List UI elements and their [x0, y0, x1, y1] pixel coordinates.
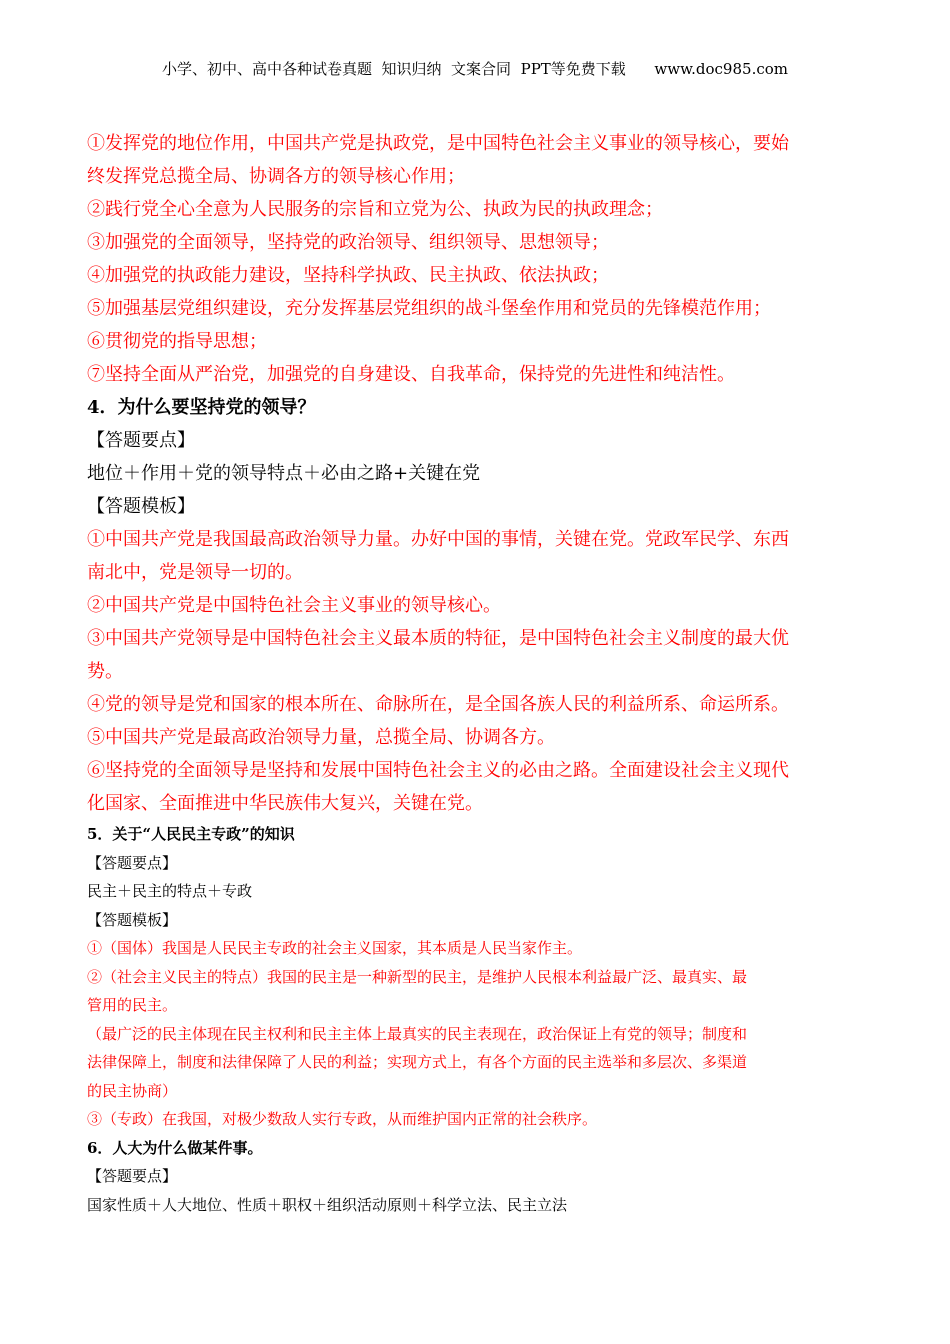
- section-5-template-list: [87, 934, 867, 1134]
- answer-line: 化国家、全面推进中华民族伟大复兴，关键在党。: [87, 793, 483, 814]
- section-3-template-list: [87, 127, 867, 391]
- answer-line: ③加强党的全面领导，坚持党的政治领导、组织领导、思想领导；: [87, 232, 609, 253]
- answer-line: 的民主协商）: [87, 1081, 178, 1100]
- answer-line: 南北中，党是领导一切的。: [87, 562, 303, 583]
- answer-line: ⑥坚持党的全面领导是坚持和发展中国特色社会主义的必由之路。全面建设社会主义现代: [87, 760, 789, 781]
- answer-line: ⑦坚持全面从严治党，加强党的自身建设、自我革命，保持党的先进性和纯洁性。: [87, 364, 735, 385]
- section-4-points: 地位＋作用＋党的领导特点＋必由之路+关键在党: [87, 463, 481, 484]
- answer-line: ①（国体）我国是人民民主专政的社会主义国家，其本质是人民当家作主。: [87, 939, 583, 957]
- page-header: 小学、初中、高中各种试卷真题 知识归纳 文案合同 PPT等免费下载 www.doc985.com: [161, 60, 788, 78]
- answer-line: ④加强党的执政能力建设，坚持科学执政、民主执政、依法执政；: [87, 265, 609, 286]
- answer-line: ⑤加强基层党组织建设，充分发挥基层党组织的战斗堡垒作用和党员的先锋模范作用；: [87, 298, 771, 319]
- document-body: [87, 127, 867, 1219]
- answer-line: 法律保障上，制度和法律保障了人民的利益；实现方式上，有各个方面的民主选举和多层次、多渠道: [87, 1053, 748, 1071]
- section-6-points: 国家性质＋人大地位、性质＋职权＋组织活动原则＋科学立法、民主立法: [87, 1195, 568, 1214]
- section-5-points-label: 【答题要点】: [87, 853, 178, 872]
- answer-line: （最广泛的民主体现在民主权利和民主主体上最真实的民主表现在，政治保证上有党的领导；制度和: [87, 1024, 748, 1043]
- answer-line: 势。: [87, 661, 123, 682]
- answer-line: 管用的民主。: [87, 996, 178, 1014]
- section-5-title: 5．关于“人民民主专政”的知识: [87, 825, 295, 843]
- answer-line: ②践行党全心全意为人民服务的宗旨和立党为公、执政为民的执政理念；: [87, 199, 663, 220]
- section-4-title: 4．为什么要坚持党的领导？: [87, 397, 316, 418]
- section-4-template-label: 【答题模板】: [87, 496, 195, 517]
- answer-line: ①中国共产党是我国最高政治领导力量。办好中国的事情，关键在党。党政军民学、东西: [87, 529, 789, 550]
- answer-line: ①发挥党的地位作用，中国共产党是执政党，是中国特色社会主义事业的领导核心，要始: [87, 133, 789, 154]
- section-5-points: 民主＋民主的特点＋专政: [87, 882, 253, 900]
- answer-line: 终发挥党总揽全局、协调各方的领导核心作用；: [87, 166, 465, 187]
- answer-line: ③中国共产党领导是中国特色社会主义最本质的特征，是中国特色社会主义制度的最大优: [87, 628, 789, 649]
- section-4-template-list: [87, 523, 867, 820]
- answer-line: ③（专政）在我国，对极少数敌人实行专政，从而维护国内正常的社会秩序。: [87, 1110, 598, 1128]
- section-6-points-label: 【答题要点】: [87, 1167, 178, 1185]
- answer-line: ⑤中国共产党是最高政治领导力量，总揽全局、协调各方。: [87, 727, 555, 748]
- answer-line: ②中国共产党是中国特色社会主义事业的领导核心。: [87, 595, 501, 616]
- answer-line: ④党的领导是党和国家的根本所在、命脉所在，是全国各族人民的利益所系、命运所系。: [87, 694, 789, 715]
- section-5-template-label: 【答题模板】: [87, 910, 178, 929]
- section-6-title: 6．人大为什么做某件事。: [87, 1138, 263, 1157]
- section-4-points-label: 【答题要点】: [87, 430, 195, 451]
- answer-line: ②（社会主义民主的特点）我国的民主是一种新型的民主，是维护人民根本利益最广泛、最真实、最: [87, 967, 748, 986]
- answer-line: ⑥贯彻党的指导思想；: [87, 331, 267, 352]
